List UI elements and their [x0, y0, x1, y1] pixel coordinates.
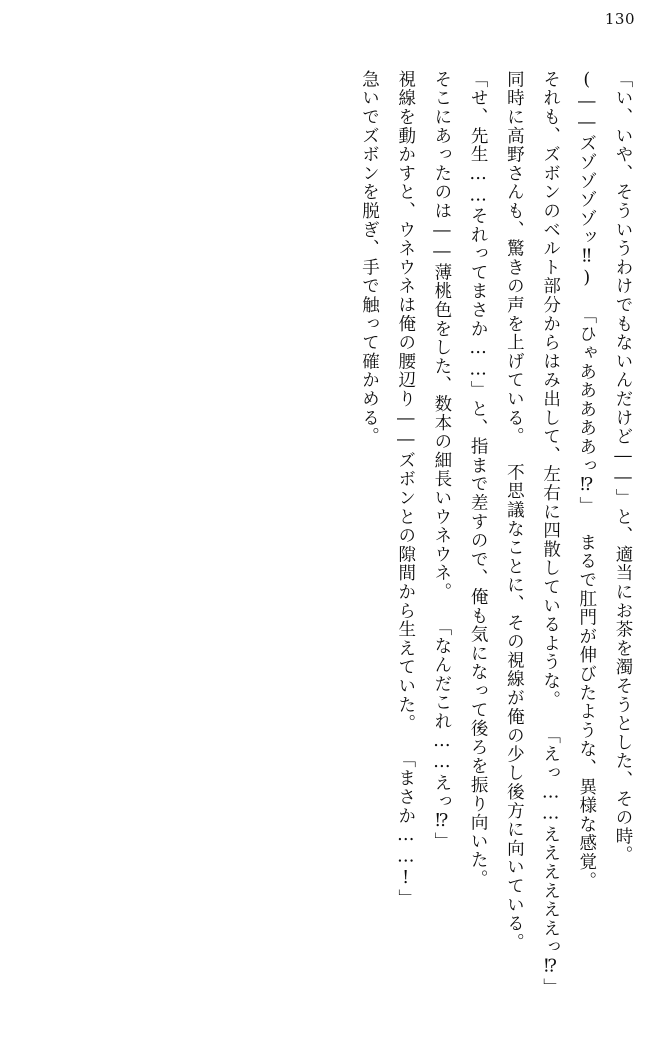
paragraph: 「まさか……!」 [395, 750, 416, 908]
paragraph: 「なんだこれ……えっ⁉」 [431, 618, 452, 852]
paragraph: そこにあったのは――薄桃色をした、数本の細長いウネウネ。 [431, 69, 452, 601]
paragraph: それも、ズボンのベルト部分からはみ出して、左右に四散しているような。 [540, 69, 561, 709]
paragraph: (――ズゾゾゾゾッ‼) [576, 69, 597, 289]
paragraph: 時。 [613, 826, 633, 865]
paragraph: いた。 [468, 831, 489, 888]
page-number: 130 [604, 10, 635, 28]
paragraph: 急いでズボンを脱ぎ、手で触って確かめる。 [359, 69, 380, 446]
page-text-body [28, 52, 641, 1022]
paragraph: 「ひゃあああああっ⁉」 [576, 306, 597, 516]
paragraph: 視線を動かすと、ウネウネは俺の腰辺り――ズボンとの隙間から生えていた。 [395, 69, 416, 733]
paragraph: まるで肛門が伸びたような、異様な感覚。 [576, 533, 597, 891]
paragraph: 同時に高野さんも、驚きの声を上げている。 [504, 69, 525, 446]
paragraph: 「せ、先生……それってまさか……」と、指まで差すので、俺も気になって後ろを振り向 [468, 69, 489, 832]
paragraph: 不思議なことに、その視線が俺の少し後方に向いている。 [504, 463, 525, 952]
paragraph: 「えっ……ええええええっ⁉」 [540, 726, 561, 997]
paragraph: 「い、いや、そういうわけでもないんだけど――」と、適当にお茶を濁そうとした、その [613, 69, 633, 827]
